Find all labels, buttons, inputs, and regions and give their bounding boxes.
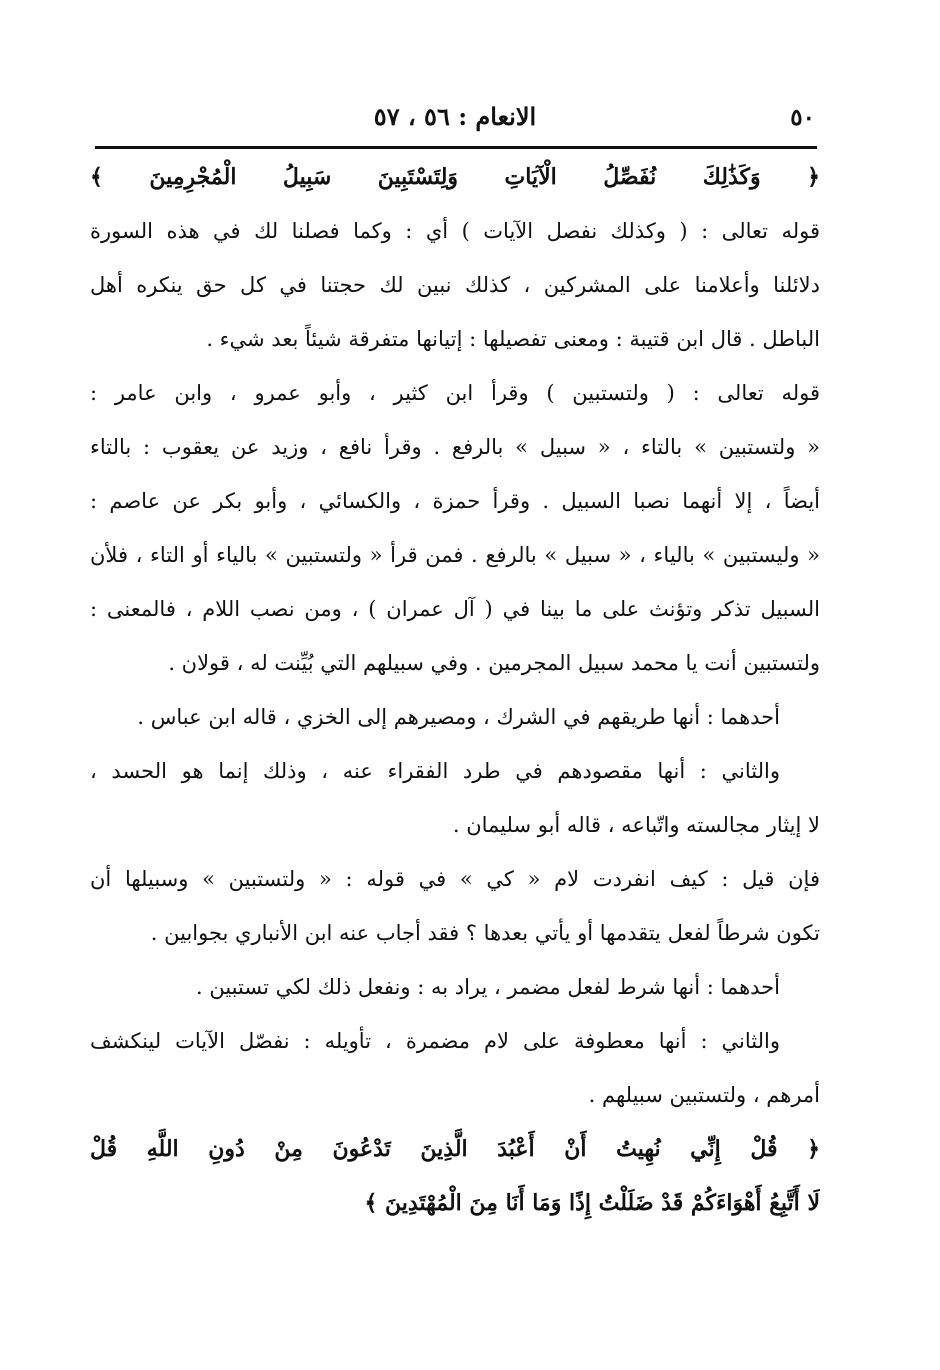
text-line: ولتستبين أنت يا محمد سبيل المجرمين . وفي سبيلهم التي بُيِّنت له ، قولان . — [168, 651, 820, 675]
quran-verse-line: ﴿ قُلْ إِنِّي نُهِيتُ أَنْ أَعْبُدَ الَّذِينَ تَدْعُونَ مِنْ دُونِ اللَّهِ قُلْ — [90, 1136, 820, 1162]
running-head: الانعام : ٥٦ ، ٥٧ — [373, 102, 537, 131]
text-line: دلائلنا وأعلامنا على المشركين ، كذلك نبين لك حجتنا في كل حق ينكره أهل — [90, 273, 820, 297]
text-line: والثاني : أنها مقصودهم في طرد الفقراء عنه ، وذلك إنما هو الحسد ، — [90, 759, 780, 783]
text-line: قوله تعالى : ( وكذلك نفصل الآيات ) أي : وكما فصلنا لك في هذه السورة — [90, 219, 820, 243]
text-line: الباطل . قال ابن قتيبة : ومعنى تفصيلها : إتيانها متفرقة شيئاً بعد شيء . — [206, 327, 820, 351]
text-line: أمرهم ، ولتستبين سبيلهم . — [588, 1083, 820, 1107]
quran-verse-line: ﴿ وَكَذَٰلِكَ نُفَصِّلُ الْآيَاتِ وَلِتَسْتَبِينَ سَبِيلُ الْمُجْرِمِينَ ﴾ — [90, 164, 820, 190]
quran-verse-line: لَا أَتَّبِعُ أَهْوَاءَكُمْ قَدْ ضَلَلْتُ إِذًا وَمَا أَنَا مِنَ الْمُهْتَدِينَ ﴾ — [364, 1190, 820, 1216]
text-line: « وليستبين » بالياء ، « سبيل » بالرفع . فمن قرأ « ولتستبين » بالياء أو التاء ، فلأن — [90, 543, 820, 567]
text-line: لا إيثار مجالسته واتّباعه ، قاله أبو سليمان . — [452, 813, 820, 837]
page-header — [95, 98, 815, 140]
text-line: « ولتستبين » بالتاء ، « سبيل » بالرفع . وقرأ نافع ، وزيد عن يعقوب : بالتاء — [90, 435, 820, 459]
page-number: ٥٠ — [790, 104, 815, 131]
text-line: قوله تعالى : ( ولتستبين ) وقرأ ابن كثير ، وأبو عمرو ، وابن عامر : — [90, 381, 820, 405]
text-line: فإن قيل : كيف انفردت لام « كي » في قوله : « ولتستبين » وسبيلها أن — [90, 867, 820, 891]
text-line: تكون شرطاً لفعل يتقدمها أو يأتي بعدها ؟ فقد أجاب عنه ابن الأنباري بجوابين . — [150, 921, 820, 945]
text-line: أحدهما : أنها شرط لفعل مضمر ، يراد به : ونفعل ذلك لكي تستبين . — [195, 975, 780, 999]
page-body — [90, 150, 820, 1230]
text-line: السبيل تذكر وتؤنث على ما بينا في ( آل عمران ) ، ومن نصب اللام ، فالمعنى : — [90, 597, 820, 621]
text-line: والثاني : أنها معطوفة على لام مضمرة ، تأويله : نفصّل الآيات لينكشف — [90, 1029, 780, 1053]
header-rule — [95, 146, 817, 149]
text-line: أحدهما : أنها طريقهم في الشرك ، ومصيرهم إلى الخزي ، قاله ابن عباس . — [137, 705, 780, 729]
text-line: أيضاً ، إلا أنهما نصبا السبيل . وقرأ حمزة ، والكسائي ، وأبو بكر عن عاصم : — [90, 489, 820, 513]
